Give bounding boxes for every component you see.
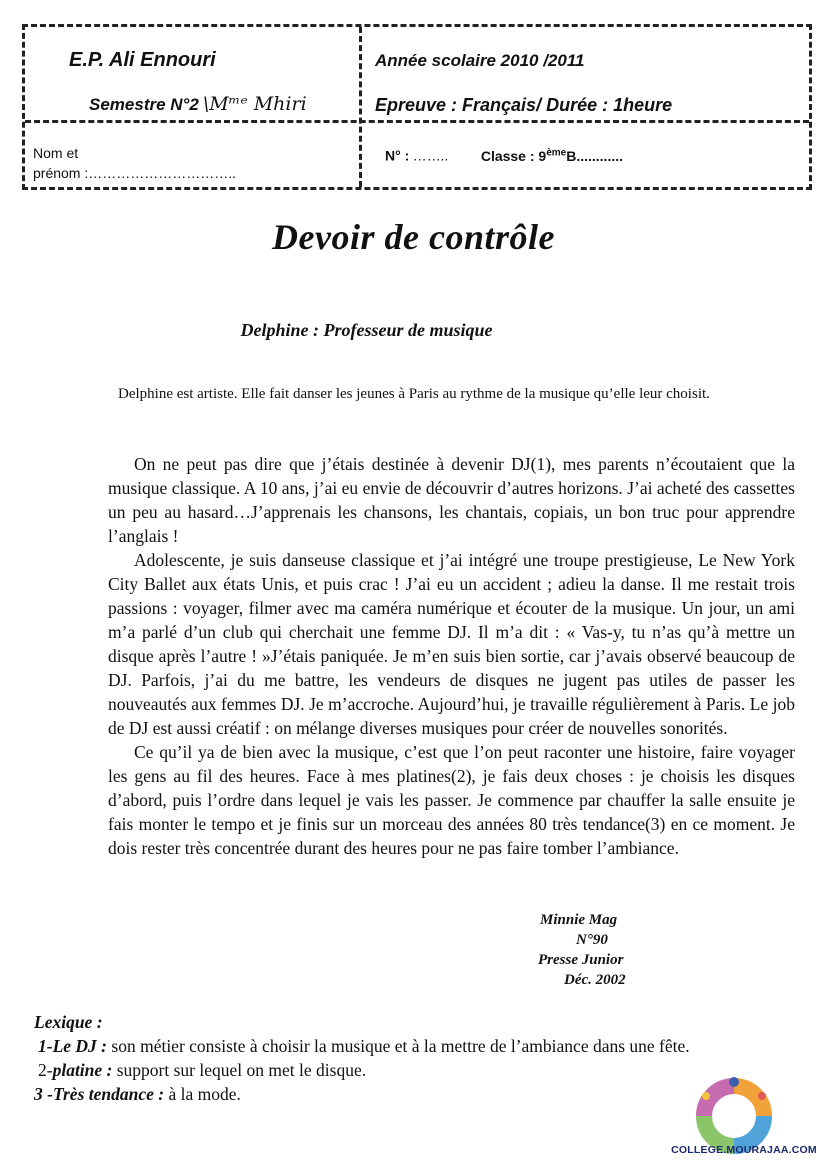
main-text (108, 452, 795, 860)
class-label-text: Classe : 9 (480, 147, 547, 164)
source-publisher: Presse Junior (538, 952, 624, 968)
lexique-term-1: 1-Le DJ : (38, 1036, 108, 1056)
exam-info: Epreuve : Français/ Durée : 1heure (375, 95, 673, 115)
school-name: E.P. Ali Ennouri (69, 49, 216, 71)
number-class-field[interactable] (385, 147, 623, 164)
paragraph-1: On ne peut pas dire que j’étais destinée à devenir DJ(1), mes parents n’écoutaient que la musique classique. A 10 ans, j’ai eu envie de découvrir d’autres horizons. J’ai acheté des cassettes un peu au hasard…J’apprenais les chansons, les chantais, copiais, un bon truc pour apprendre l’anglais ! (108, 454, 795, 546)
lexique-item-3 (34, 1082, 774, 1106)
class-suffix: B............ (566, 147, 624, 164)
lexique-num-2: 2- (38, 1060, 53, 1080)
lexique-term-2: platine : (52, 1060, 113, 1080)
lexique-definition-3: à la mode. (164, 1084, 241, 1104)
lexique-term-3: 3 -Très tendance : (34, 1084, 165, 1104)
lexique-item-1 (34, 1034, 774, 1058)
number-label: N° : (385, 147, 410, 164)
page-title: Devoir de contrôle (272, 217, 555, 257)
paragraph-2: Adolescente, je suis danseuse classique et j’ai intégré une troupe prestigieuse, Le New York City Ballet aux états Unis, et puis crac ! J’ai eu un accident ; adieu la danse. Il me restait trois passions : voyager, filmer avec ma caméra numérique et écouter de la musique. Un jour, un ami m’a parlé d’un club qui cherchait une femme DJ. Il m’a dit : « Vas-y, tu n’as qu’à mettre un disque après l’autre ! »J’étais paniquée. Je m’en suis bien sortie, car j’avais observé beaucoup de DJ. Parfois, j’ai du me battre, les vendeurs de disques ne jugent pas utiles de passer les nouveautés aux femmes DJ. Je m’accroche. Aujourd’hui, je travaille régulièrement à Paris. Le job de DJ est aussi créatif : on mélange diverses musiques pour créer de nouvelles sonorités. (108, 550, 795, 738)
teacher-handwritten: \Mᵐᵉ Mhiri (202, 93, 307, 115)
name-label-line-2: prénom :………………………….. (33, 165, 237, 181)
class-label (481, 148, 623, 164)
lexique-definition-1: son métier consiste à choisir la musique et à la mettre de l’ambiance dans une fête. (107, 1036, 690, 1056)
site-logo-text: COLLEGE.MOURAJAA.COM (671, 1144, 817, 1156)
paragraph-3: Ce qu’il ya de bien avec la musique, c’est que l’on peut raconter une histoire, faire voyager les gens au fil des heures. Face à mes platines(2), je fais deux choses : je choisis les disques d’abord, puis l’ordre dans lequel je vais les passer. Je commence par chauffer la salle ensuite je fais monter le tempo et je finis sur un morceau des années 80 très tendance(3) en ce moment. Je dois rester très concentrée durant des heures pour ne pas faire tomber l’ambiance. (108, 742, 795, 858)
name-field[interactable] (33, 143, 236, 183)
source-date: Déc. 2002 (564, 972, 626, 988)
source-block (520, 910, 640, 990)
source-magazine: Minnie Mag (540, 912, 618, 928)
lexique-title: Lexique : (34, 1012, 103, 1032)
name-label-line-1: Nom et (33, 145, 79, 161)
lexique-definition-2: support sur lequel on met le disque. (112, 1060, 367, 1080)
semester-line (89, 93, 307, 115)
header-table (22, 24, 812, 190)
header-divider-vertical (359, 27, 362, 187)
lexique-section (34, 1010, 774, 1106)
class-sup: ème (546, 147, 567, 158)
school-year: Année scolaire 2010 /2011 (375, 51, 585, 70)
number-dots: …….. (413, 147, 449, 164)
semester-label: Semestre N°2 (89, 95, 199, 114)
intro-paragraph: Delphine est artiste. Elle fait danser les jeunes à Paris au rythme de la musique qu’elle leur choisit. (118, 386, 710, 402)
header-divider-horizontal (25, 120, 809, 123)
source-number: N°90 (576, 932, 608, 948)
text-subtitle: Delphine : Professeur de musique (240, 320, 493, 340)
lexique-item-2 (34, 1058, 774, 1082)
